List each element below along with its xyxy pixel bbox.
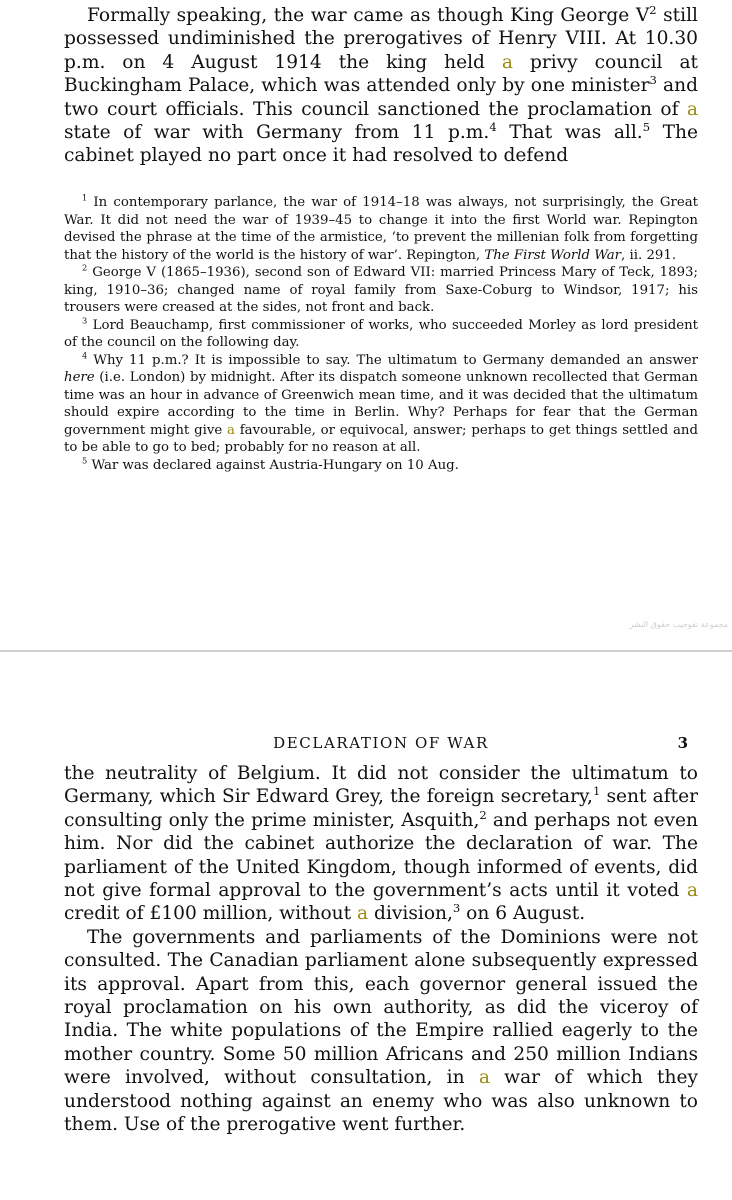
footnote-ref: 2 xyxy=(649,2,657,17)
footnote-text: Why 11 p.m.? It is impossible to say. The ultimatum to Germany demanded an answer xyxy=(87,352,698,368)
highlighted-article: a xyxy=(686,880,698,902)
footnotes xyxy=(64,194,698,474)
text-segment: state of war with Germany from 11 p.m. xyxy=(64,122,490,144)
highlighted-article: a xyxy=(357,903,369,925)
footnote-text: (i.e. London) by midnight. After its dispatch someone unknown recollected that German time was an hour in advance of Greenwich mean time, and it was decided that the ultimatum should expire according to the time in Berlin. Why? Perhaps for fear that the German government might give xyxy=(64,370,698,438)
text-segment: credit of £100 million, without xyxy=(64,903,358,925)
footnote-ref: 3 xyxy=(452,901,461,916)
footnote-4 xyxy=(64,352,698,457)
footnote-ref: 2 xyxy=(479,807,487,822)
running-head xyxy=(64,734,698,754)
text-segment: on 6 August. xyxy=(460,903,586,925)
text-segment: the neutrality of Belgium. It did not consider the ultimatum to Germany, which Sir Edward Grey, the foreign secretary, xyxy=(64,763,698,808)
footnote-2 xyxy=(64,264,698,317)
footnote-text: In contemporary parlance, the war of 1914–18 was always, not surprisingly, the Great War. It did not need the war of 1939–45 to change it into the first World war. Repington devised the phrase at the time of the armistice, ‘to prevent the millenian folk from forgetting that the history of the world is the history of war’. Repington, xyxy=(64,195,698,263)
footnote-mark: 4 xyxy=(82,350,88,361)
bottom-paragraph-1 xyxy=(64,762,698,926)
footnote-book-title: The First World War xyxy=(484,247,622,263)
text-segment: and two court officials. This council sanctioned the proclamation of xyxy=(64,75,698,120)
running-title: DECLARATION OF WAR xyxy=(273,734,489,752)
bottom-main-text xyxy=(64,762,698,1137)
footnote-text: , ii. 291. xyxy=(621,247,677,263)
page-number: 3 xyxy=(677,734,688,752)
text-segment: That was all. xyxy=(496,122,643,144)
highlighted-article: a xyxy=(478,1067,490,1089)
text-segment: privy council at Buckingham Palace, which was attended only by one minister xyxy=(64,51,699,97)
top-paragraph xyxy=(64,4,698,168)
text-segment: The governments and parliaments of the Dominions were not consulted. The Canadian parliament alone subsequently expressed its approval. Apart from this, each governor general issued the royal proclamation on his own authority, as did the viceroy of India. The white populations of the Empire rallied eagerly to the mother country. Some 50 million Africans and 250 million Indians were involved, without consultation, in xyxy=(64,926,698,1089)
text-segment: and perhaps not even him. Nor did the cabinet authorize the declaration of war. The parliament of the United Kingdom, though informed of events, did not give formal approval to the government’s acts until it voted xyxy=(64,809,698,902)
highlighted-article: a xyxy=(227,422,235,438)
text-segment: war of which they understood nothing against an enemy who was also unknown to them. Use of the prerogative went further. xyxy=(64,1067,698,1136)
footnote-ref: 4 xyxy=(489,119,497,134)
highlighted-article: a xyxy=(686,98,698,120)
footnote-mark: 5 xyxy=(82,455,88,466)
footnote-ref: 3 xyxy=(649,73,657,88)
footnote-ref: 5 xyxy=(642,119,651,134)
footnote-emphasis: here xyxy=(64,370,95,385)
text-segment: The cabinet played no part once it had resolved to defend xyxy=(64,122,699,167)
text-segment: sent after consulting only the prime minister, Asquith, xyxy=(64,786,698,831)
footnote-text: George V (1865–1936), second son of Edward VII: married Princess Mary of Teck, 1893; king, 1910–36; changed name of royal family from Saxe-Coburg to Windsor, 1917; his trousers were creased at the sides, not front and back. xyxy=(64,265,698,315)
footnote-text: favourable, or equivocal, answer; perhaps to get things settled and to be able to go to bed; probably for no reason at all. xyxy=(64,422,698,455)
top-main-text xyxy=(64,4,698,168)
bottom-page xyxy=(0,652,732,1200)
footnote-5 xyxy=(64,457,698,475)
footnote-ref: 1 xyxy=(592,784,601,799)
footnote-text: War was declared against Austria-Hungary on 10 Aug. xyxy=(87,457,459,473)
footnote-1 xyxy=(64,194,698,264)
footnote-3 xyxy=(64,317,698,352)
watermark: مجموعة نقوجيب حقوق النشر xyxy=(629,620,728,629)
bottom-paragraph-2 xyxy=(64,926,698,1137)
text-segment: division, xyxy=(368,903,453,925)
footnote-mark: 2 xyxy=(82,262,88,273)
highlighted-article: a xyxy=(501,51,513,73)
footnote-mark: 3 xyxy=(82,315,88,326)
footnote-mark: 1 xyxy=(82,192,88,203)
text-segment: still possessed undiminished the prerogatives of Henry VIII. At 10.30 p.m. on 4 August 1914 the king held xyxy=(64,5,698,73)
footnote-text: Lord Beauchamp, first commissioner of works, who succeeded Morley as lord president of the council on the following day. xyxy=(64,317,698,350)
text-segment: Formally speaking, the war came as though King George V xyxy=(87,5,650,26)
